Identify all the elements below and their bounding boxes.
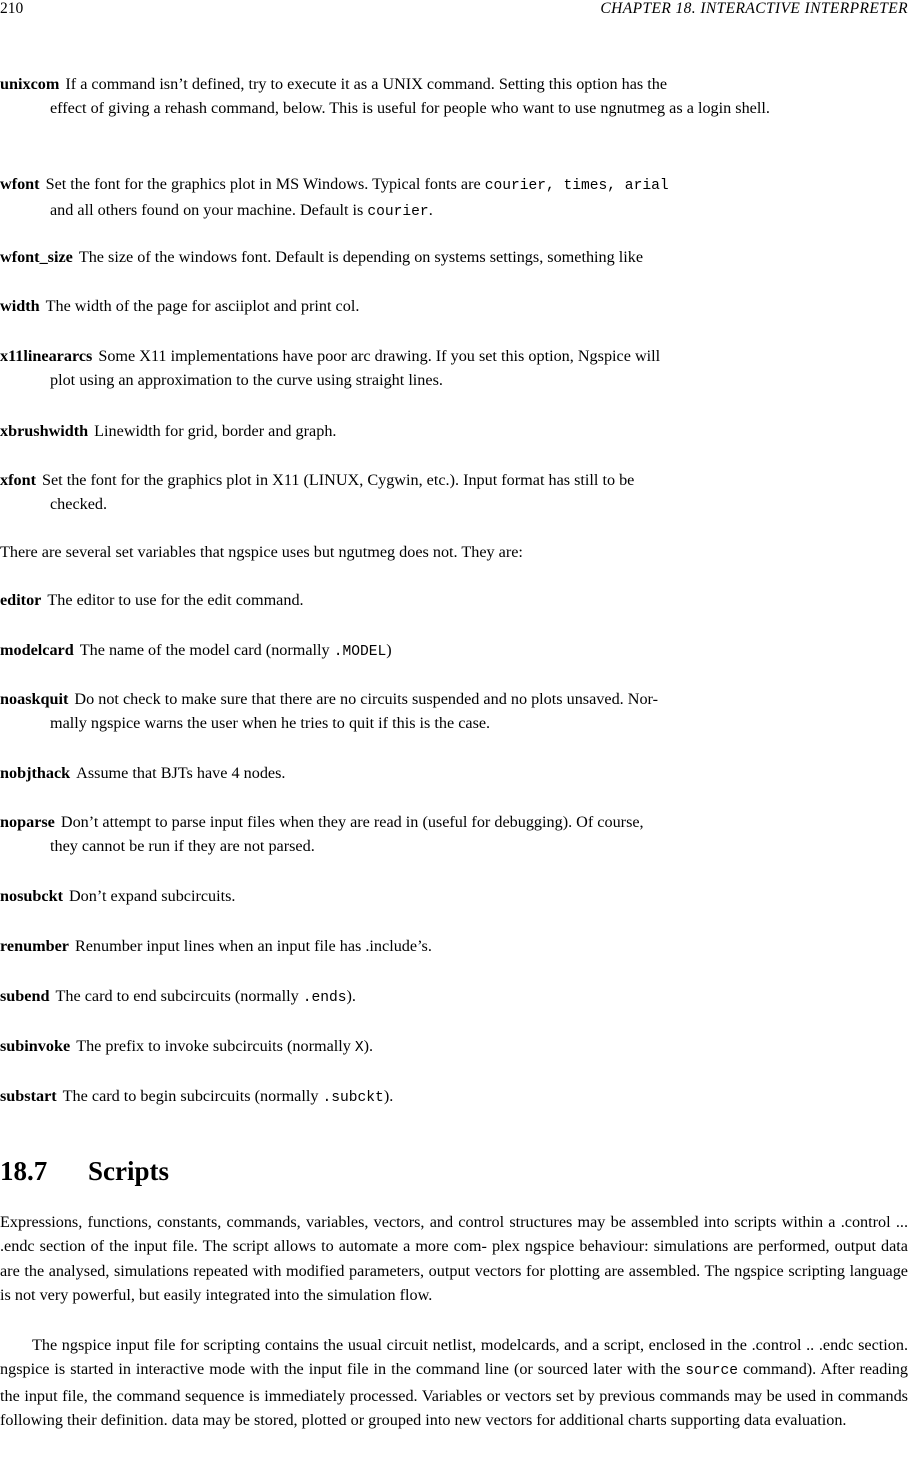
entry-term: xfont [0, 471, 36, 489]
entry-text: The editor to use for the edit command. [47, 591, 304, 609]
section-title: Scripts [88, 1156, 169, 1186]
entry-xfont [0, 468, 908, 517]
body-paragraph [0, 1333, 908, 1433]
entry-text: The card to begin subcircuits (normally [62, 1087, 323, 1105]
code-literal: courier [367, 204, 429, 221]
entry-noparse [0, 810, 908, 859]
running-head [0, 0, 908, 22]
entry-nosubckt [0, 884, 908, 908]
paragraph-text: command). After reading the input file, the command sequence is immediately processed. Variables or vectors set by previous commands may be used in commands following their definition. data may be stored, plotted or grouped into new vectors for additional charts supporting data evaluation. [0, 1360, 908, 1430]
code-literal: .ends [302, 990, 347, 1006]
entry-term: subinvoke [0, 1037, 71, 1055]
entry-term: wfont_size [0, 248, 73, 266]
entry-continuation: checked. [50, 495, 108, 514]
entry-term: x11lineararcs [0, 347, 93, 365]
page-number: 210 [0, 0, 24, 17]
entry-continuation: and all others found on your machine. Default is [50, 201, 368, 220]
entry-text: If a command isn’t defined, try to execute it as a UNIX command. Setting this option has the [65, 75, 668, 93]
punctuation: ). [363, 1037, 374, 1055]
entry-text: Assume that BJTs have 4 nodes. [76, 764, 286, 782]
code-literal: courier, times, arial [484, 178, 669, 194]
section-heading [0, 1155, 908, 1187]
body-paragraph: Expressions, functions, constants, commands, variables, vectors, and control structures may be assembled into scripts within a .control ... .endc section of the input file. The script allows to automate a more com- plex ngspice behaviour: simulations are performed, output data are the analysed, simulations repeated with modified parameters, output vectors for plotting are assembled. The ngspice scripting language is not very powerful, but easily integrated into the simulation flow. [0, 1213, 908, 1305]
entry-continuation: they cannot be run if they are not parsed. [50, 837, 315, 856]
code-literal: source [685, 1363, 738, 1380]
entry-term: noparse [0, 813, 55, 831]
entry-term: editor [0, 591, 42, 609]
entry-xbrushwidth [0, 419, 908, 443]
entry-continuation: plot using an approximation to the curve using straight lines. [50, 371, 443, 390]
code-literal: X [354, 1040, 364, 1056]
entry-text: Do not check to make sure that there are no circuits suspended and no plots unsaved. Nor- [74, 690, 658, 708]
entry-text: Some X11 implementations have poor arc drawing. If you set this option, Ngspice will [98, 347, 661, 365]
entry-text: The prefix to invoke subcircuits (normally [76, 1037, 355, 1055]
entry-substart [0, 1084, 908, 1110]
entry-wfont-size [0, 245, 908, 269]
entry-term: noaskquit [0, 690, 69, 708]
entry-noaskquit [0, 687, 908, 736]
entry-term: subend [0, 987, 50, 1005]
entry-modelcard [0, 638, 908, 664]
entry-text: Don’t attempt to parse input files when they are read in (useful for debugging). Of course, [60, 813, 644, 831]
entry-term: nosubckt [0, 887, 63, 905]
entry-text: Linewidth for grid, border and graph. [94, 422, 337, 440]
entry-term: unixcom [0, 75, 60, 93]
entry-text: Renumber input lines when an input file has .include’s. [74, 937, 432, 955]
section-number: 18.7 [0, 1156, 48, 1186]
punctuation: ) [386, 641, 392, 659]
entry-term: xbrushwidth [0, 422, 89, 440]
entry-width [0, 294, 908, 318]
punctuation: . [428, 201, 433, 220]
entry-term: renumber [0, 937, 69, 955]
entry-continuation: effect of giving a rehash command, below. This is useful for people who want to use ngnutmeg as a login shell. [50, 99, 770, 118]
entry-text: Don’t expand subcircuits. [68, 887, 236, 905]
entry-nobjthack [0, 761, 908, 785]
entry-unixcom [0, 72, 908, 121]
entry-term: width [0, 297, 40, 315]
entry-text: The width of the page for asciiplot and print col. [45, 297, 360, 315]
entry-text: The name of the model card (normally [79, 641, 334, 659]
chapter-title: CHAPTER 18. INTERACTIVE INTERPRETER [600, 0, 908, 17]
punctuation: ). [383, 1087, 394, 1105]
paragraph-text: The ngspice input file for scripting contains the usual circuit netlist, modelcards, and a script, enclosed in the .control .. .endc section. ngspice is started in interactive mode with the input file in the command line (or sourced later with the [0, 1336, 908, 1379]
entry-x11lineararcs [0, 344, 908, 393]
code-literal: .MODEL [333, 644, 387, 660]
entry-text: Set the font for the graphics plot in MS Windows. Typical fonts are [45, 175, 485, 193]
entry-term: wfont [0, 175, 40, 193]
entry-term: substart [0, 1087, 57, 1105]
entry-subend [0, 984, 908, 1010]
entry-subinvoke [0, 1034, 908, 1060]
intro-paragraph: There are several set variables that ngspice uses but ngutmeg does not. They are: [0, 543, 523, 561]
entry-wfont [0, 172, 908, 225]
entry-text: The size of the windows font. Default is depending on systems settings, something like [78, 248, 644, 266]
entry-renumber [0, 934, 908, 958]
punctuation: ). [346, 987, 356, 1005]
entry-term: modelcard [0, 641, 74, 659]
entry-text: Set the font for the graphics plot in X11 (LINUX, Cygwin, etc.). Input format has still to be [41, 471, 635, 489]
entry-continuation: mally ngspice warns the user when he tries to quit if this is the case. [50, 714, 491, 733]
code-literal: .subckt [322, 1090, 384, 1106]
entry-text: The card to end subcircuits (normally [55, 987, 303, 1005]
entry-editor [0, 588, 908, 612]
entry-term: nobjthack [0, 764, 71, 782]
